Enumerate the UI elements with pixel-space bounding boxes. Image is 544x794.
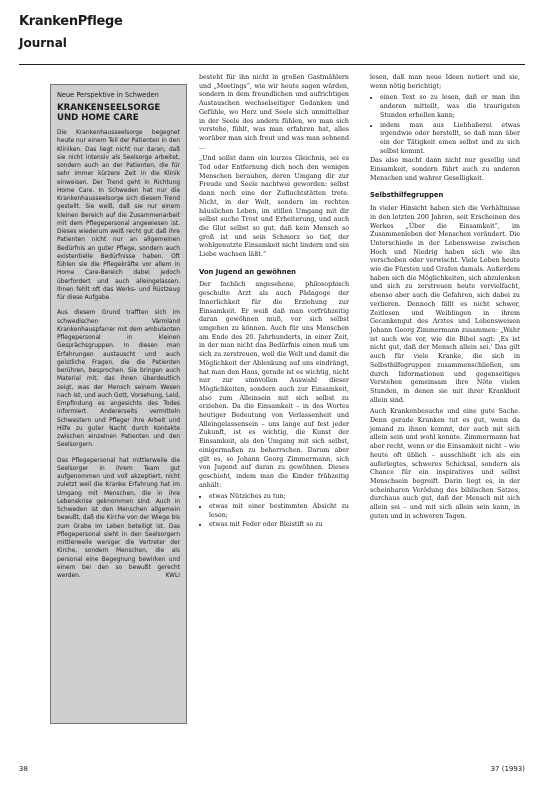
box-paragraph: Die Krankenhausseelsorge begegnet heute nur einem Teil der Patienten in den Kliniken. Das liegt nicht nur daran, daß sie nicht intensiv als Seelsorge arbeitet, sondern auch an der Patienten, die für sehr immer kürzere Zeit in die Klinik einweisen. Der Trend geht in Richtung Home Care. In Schweden hat nur die Krankenhausseelsorge sich diesem Trend gestellt. Sie weiß, daß sie nur einem kleinen Bereich auf die Zusammenarbeit mit dem Pflegepersonal angewiesen ist. Dieses wiederum weiß recht gut daß ihre Patienten nicht nur an allgemeinen Bedürfnis an guter Pflege, sondern auch existentielle Bedürfnisse haben. Oft fühlen sie die Pflegekräfte vor allem in Home Care-Bereich dabei jedoch überfordert und auch alleingelassen. Ihnen fehlt oft das Werks- und Rüstzeug für diese Aufgabe. [57,130,180,301]
paragraph: Auch Krankenbesuche und eine gute Sache. Denn gerade Kranken tut es gut, wenn da jemand zu ihnen kommt, der auch mit sich allein sein und wohl konnte. Zimmermann hat aber recht, wenn er die Einsamkeit nicht – wie heute oft üblich – ausschließt ich als ein auferlegtes, schweres Schicksal, sondern als Chance für ein inspiratives und selbst Menschsein begreift. Darin liegt es, in der scheinbaren Verödung des biblischen Satzes, durchaus auch gut, daß der Mensch mit sich allein sei – und mit sich allein sein kann, in guten und in schweren Tagen. [370,408,520,520]
page-number-left: 38 [19,765,28,773]
section-title: Journal [19,36,67,50]
paragraph: lesen, daß man neue Ideen notiert und sie, wenn nötig berichtigt; [370,74,520,90]
page-number-right: 37 (1993) [490,765,525,773]
list-item: • etwas mit Feder oder Bleistift so zu [209,521,349,530]
paragraph: Das also macht dann nicht nur gesellig und Einsamkeit, sondern führt auch zu anderen Menschen und wahrer Geselligkeit. [370,157,520,182]
bullet-list [370,94,520,156]
column-right [370,74,520,524]
box-kicker: Neue Perspektive in Schweden [57,91,159,99]
sidebar-box [50,84,187,724]
column-middle [199,74,349,531]
box-paragraph: Das Pflegepersonal hat mittlerweile die Seelsorger in ihrem Team gut aufgenommen und voll akzeptiert, nicht zuletzt weil die Kranke Erfahrung hat im Umgang mit Menschen, die in ihre Lebenskrise geknommen sind. Auch in Schweden ist den Menschen allgemein bewußt, daß die Kirche von der Wiege bis zum Grabe im Leben beteiligt ist. Das Pflegepersonal sieht in den Seelsorgern mittlerweile weniger die Vertreter der Kirche, sondern Menschen, die als personal eine Begegnung bewirken und einem bei den so bewußt gerecht werden. KWLI [57,457,180,579]
subheading: Von Jugend an gewöhnen [199,267,297,276]
paragraph: „Und sollst dann ein kurzes Gleichnis, sei es Tod oder Entfernung dich noch den wenigen Menschen berauben, deren Umgang dir zur Freude und Seele nachtwei geworden: selbst dann noch eine der Zufluchtstätten trete. Nicht, in der Welt, sondern im rechten häuslichen Leben, im stillen Umgang mit dir selbst suche Trost und Erheiterung, und auch die Glut selbst so gut, daß kein Mensch so groß ist und sein Schmerz so tief, der wohlgenutzte Einsamkeit nicht lindern und ein Liebe wachsen läßt.“ [199,155,349,259]
box-body [57,129,180,580]
list-item: • indem man aus Liebhaberei etwas irgendwie oder herstellt, so daß man über ein der Tätigkeit einen selbst und zu sich selbst kommt. [380,122,520,157]
box-title: KRANKENSEELSORGE UND HOME CARE [57,103,161,123]
list-item: • etwas mit einer bestimmten Absicht zu lesen; [209,503,349,520]
list-item: • etwas Nütziches zu tun; [209,493,349,502]
paragraph: besteht für ihn nicht in großen Gastmählern und „Meetings“, wie wir heute sagen würden, sondern in dem freundlichen und aufrichtigen Austauschen wechselseitiger Gedanken und Gefühle, wo Herz und Seele sich unmittelbar in der Seele des andern fühlen, wo man sich verstehe, fühlt, was man erfahren hat, alles worüber man sich freut und was man sehnend ... [199,74,349,151]
paragraph: In vieler Hinsicht haben sich die Verhältnisse in den letzten 200 Jahren, seit Erscheinen des Werkes „Über die Einsamkeit“, im Zusammenleben der Menschen verändert. Die Unterschiede in der Lebensweise zwischen Hoch und Niedrig haben sich wie ihn verschoben oder verwischt. Viele Leben heute wie die Fürsten und Grafen damals. Außerdem haben sich die Möglichkeiten, sich abzulenken und sich zu zerstreuen heute vervielfacht, ebenso aber auch die Gefahren, sich dabei zu verlieren. Dennoch fällt es nicht schwer, Zeitlosen und Weiblingen in ihrem Gecankengut des Arztes und Lebensweisen Johann Georg Zimmermann zusammen: „Wahr ist auch wie vor, wie die Bibel sagt: ,Es ist nicht gut, daß der Mensch allein sei.' Das gilt auch für viele Kranke, die sich in Selbsthilfegruppen zusammenschließen, um durch Informationen und gegenseitiges Verstehen gemeinsam ihre Nöte vielen Stunden, in denen sie mit ihrer Krankheit allein sind. [370,205,520,404]
list-item: • einen Text so zu lesen, daß er man ihn anderen mitteilt, was die traurigsten Stunden erhellen kann; [380,94,520,120]
header-rule [19,64,525,65]
journal-title: KrankenPflege [19,14,123,29]
box-paragraph: Aus diesem Grund trafften sich im schwedischen Värmland Krankenhauspfarrer mit dem ambulanten Pflegepersonal in kleinen Gesprächsgruppen. In diesen man Erfahrungen austauscht und auch geistliche Fragen, die die Patienten berühren, besprochen. Sie bringen auch Material mit, das ihnen überdeutlich zeigt, was der Mensch seinem Wesen nach ist, und auch Gott, Vorsehung, Leid, Empfindung es angesichts des Todes informiert. Andererseits vermitteln Schwestern und Pfleger ihre Arbeit und Hilfe zu guter Nacht durch Kontakte zwischen einzelnen Patienten und den Seelsorgern. [57,310,180,449]
subheading: Selbsthilfegruppen [370,191,444,200]
bullet-list [199,493,349,530]
box-signature: KWLI [165,573,180,579]
paragraph: Der fachlich angesehene, philosophisch geschulte Arzt als auch Pädagoge der Innerlichkeit für die Erziehung zur Einsamkeit. Er weiß daß man vorfrühzeitig daran gewöhnen muß, vor sich selbst umgehen zu können. Auch für uns Menschen am Ende des 20. Jahrhunderts, in einer Zeit, in der man nicht das Bedürfnis einen muß um sich zu zerstreuen, weil die Welt und damit die Möglichkeit der Ablenkung auf uns eindrängt, hat man den Haus, gerade ist es wichtig, nicht nur zur sinnvollen Auswahl dieser Möglichkeiten, sondern auch zur Einsamkeit, also zum Alleinsein mit sich selbst zu erziehen. Da die Einsamkeit – in des Wortes heutiger Bedeutung von Verlassenheit und Alleingelassensein – uns lange auf fest jeder Zukunft, ist es wichtig, die Kunst der Einsamkeit, als den Umgang mit sich selbst, einigermaßen zu beherrschen. Darum aber gilt es, so Johann Georg Zimmermann, sich von Jugend auf daran zu gewöhnen. Dieses geschieht, indem man die Kinder frühzeitig anhält: [199,281,349,489]
